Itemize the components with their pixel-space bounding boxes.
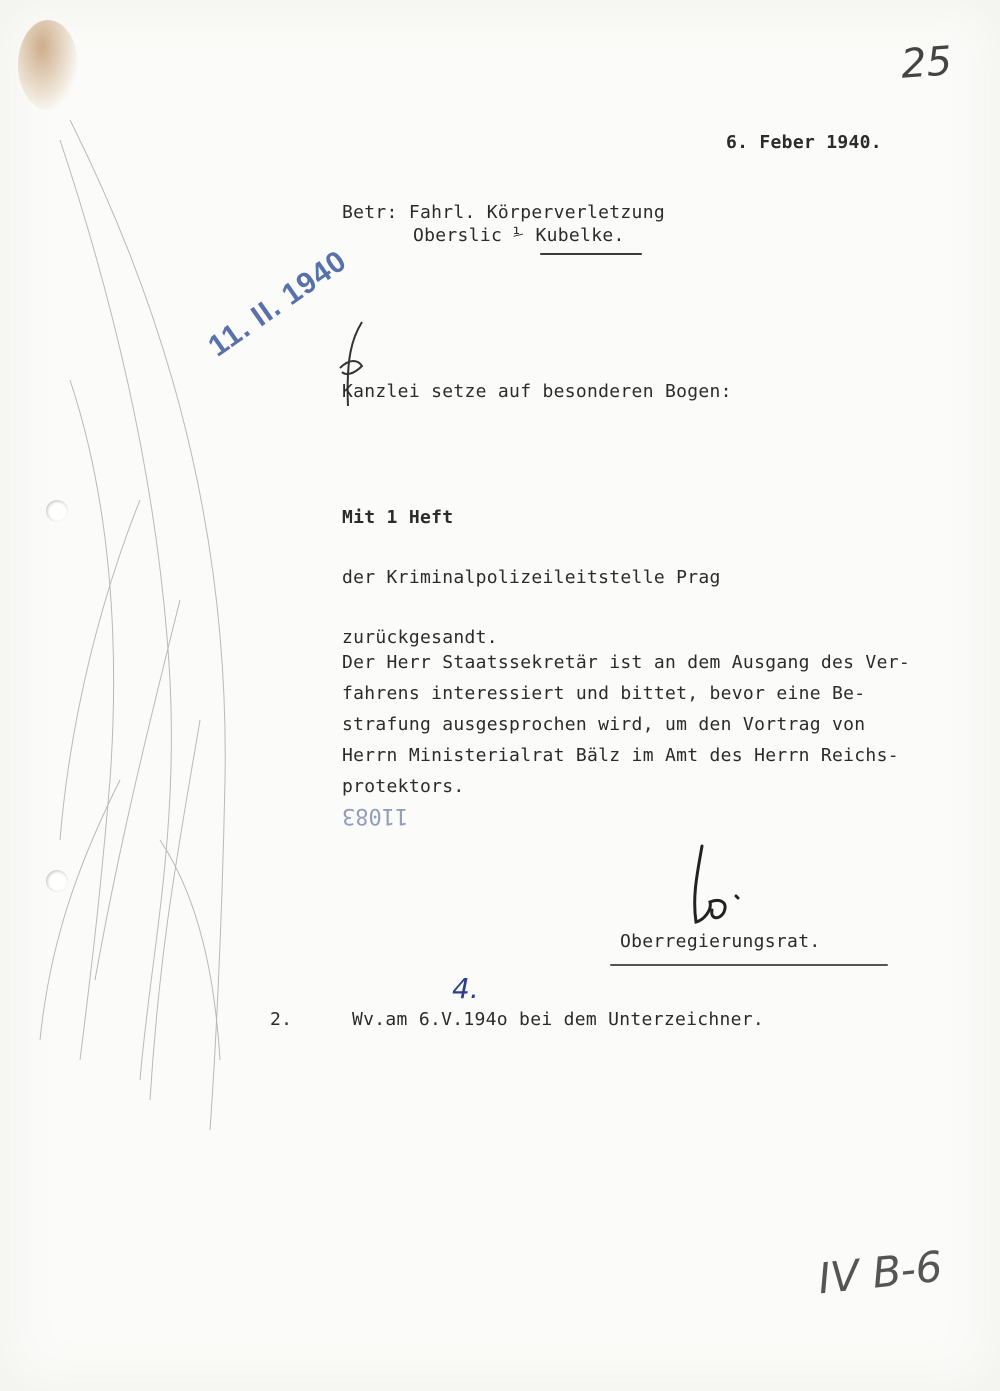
body-paragraph-line-1: Der Herr Staatssekretär ist an dem Ausgang des Ver- [342, 652, 910, 673]
item-number: 2. [270, 1009, 293, 1030]
resubmission-note: Wv.am 6.V.194o bei dem Unterzeichner. [352, 1009, 765, 1030]
returned-line: zurückgesandt. [342, 627, 498, 648]
subject-line-1: Betr: Fahrl. Körperverletzung [342, 202, 665, 223]
signature-icon [680, 840, 750, 930]
body-paragraph-line-2: fahrens interessiert und bittet, bevor eine Be- [342, 683, 866, 704]
received-date-stamp: 11. II. 1940 [202, 244, 353, 364]
subject-underline [540, 253, 642, 255]
subject-line-2: Oberslic ⅟ Kubelke. [413, 225, 625, 246]
file-classification: IV B-6 [815, 1241, 945, 1304]
body-paragraph-line-5: protektors. [342, 776, 465, 797]
pencil-sketch [0, 80, 260, 1230]
signatory-title: Oberregierungsrat. [620, 931, 821, 952]
document-date: 6. Feber 1940. [726, 132, 882, 153]
recipient-line: der Kriminalpolizeileitstelle Prag [342, 567, 721, 588]
registry-number-stamp: 11083 [342, 803, 409, 828]
signature-underline [610, 964, 888, 966]
body-paragraph-line-3: strafung ausgesprochen wird, um den Vortrag von [342, 714, 866, 735]
handwritten-month-correction: 4. [452, 972, 479, 1005]
folio-number: 25 [899, 38, 954, 88]
chancery-instruction: Kanzlei setze auf besonderen Bogen: [342, 381, 732, 402]
body-paragraph-line-4: Herrn Ministerialrat Bälz im Amt des Herrn Reichs- [342, 745, 899, 766]
enclosure-line: Mit 1 Heft [342, 507, 454, 528]
